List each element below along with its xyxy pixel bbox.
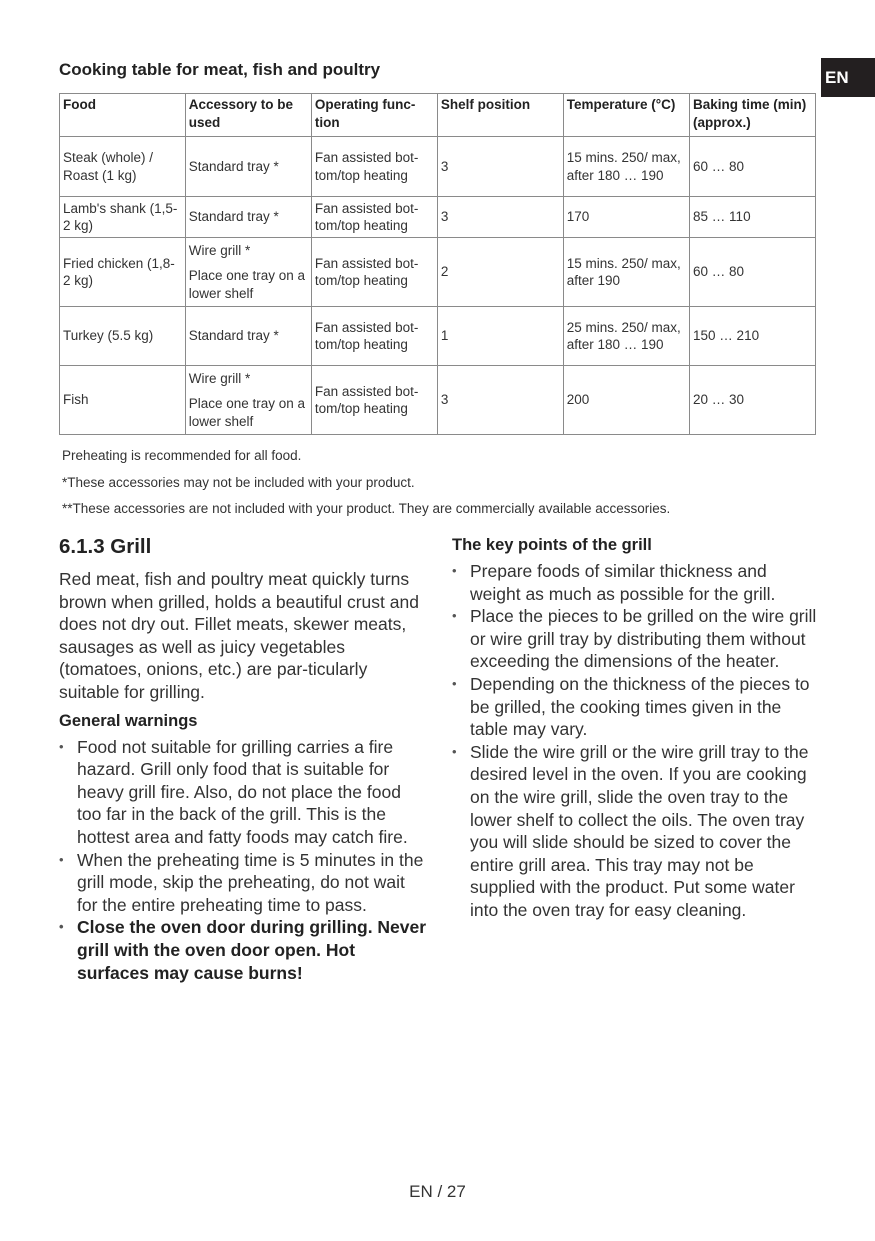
- cell-time: 150 … 210: [690, 307, 816, 366]
- table-title: Cooking table for meat, fish and poultry: [59, 60, 381, 79]
- page-number: EN / 27: [409, 1182, 466, 1201]
- cell-shelf: 2: [437, 238, 563, 307]
- accessory-line: Place one tray on a lower shelf: [188, 268, 306, 301]
- cell-temperature: 200: [563, 366, 689, 435]
- header-temperature: Temperature (°C): [563, 94, 689, 137]
- list-item: • When the preheating time is 5 minutes in the grill mode, skip the preheating, do not wait for the entire preheating time to pass.: [59, 849, 429, 917]
- header-baking-time: Baking time (min) (approx.): [690, 94, 816, 137]
- table-row: [60, 137, 816, 197]
- cell-time: 60 … 80: [690, 137, 816, 197]
- table-row: [60, 238, 816, 307]
- cell-function: Fan assisted bot-tom/top heating: [311, 137, 437, 197]
- warnings-list: [59, 736, 429, 985]
- cell-accessory: [185, 197, 311, 238]
- cell-function: Fan assisted bot-tom/top heating: [311, 366, 437, 435]
- list-item: • Prepare foods of similar thickness and weight as much as possible for the grill.: [452, 560, 822, 605]
- accessory-line: Wire grill *: [188, 370, 251, 386]
- cell-shelf: 3: [437, 137, 563, 197]
- accessory-line: Place one tray on a lower shelf: [188, 396, 306, 429]
- header-operating-function: Operating func-tion: [311, 94, 437, 137]
- table-row: [60, 307, 816, 366]
- cell-time: 85 … 110: [690, 197, 816, 238]
- section-heading: 6.1.3 Grill: [59, 535, 152, 558]
- table-header-row: [60, 94, 816, 137]
- cell-temperature: 170: [563, 197, 689, 238]
- cell-food: Steak (whole) / Roast (1 kg): [60, 137, 186, 197]
- header-shelf-position: Shelf position: [437, 94, 563, 137]
- list-item: • Depending on the thickness of the pieces to be grilled, the cooking times given in the table may vary.: [452, 673, 822, 741]
- table-row: [60, 366, 816, 435]
- cooking-table: [59, 93, 816, 435]
- cell-function: Fan assisted bot-tom/top heating: [311, 197, 437, 238]
- note-accessories-not-included: **These accessories are not included with your product. They are commercially available accessories.: [62, 501, 671, 516]
- accessory-line: Standard tray *: [188, 158, 279, 174]
- cell-shelf: 1: [437, 307, 563, 366]
- cell-accessory: [185, 307, 311, 366]
- cell-accessory: [185, 137, 311, 197]
- cell-food: Fish: [60, 366, 186, 435]
- table-row: [60, 197, 816, 238]
- language-tab: EN: [821, 58, 875, 97]
- table-notes: [62, 448, 670, 528]
- cell-function: Fan assisted bot-tom/top heating: [311, 238, 437, 307]
- cell-food: Turkey (5.5 kg): [60, 307, 186, 366]
- accessory-line: Standard tray *: [188, 209, 279, 225]
- warnings-heading: General warnings: [59, 711, 198, 730]
- cell-time: 60 … 80: [690, 238, 816, 307]
- cell-accessory: [185, 366, 311, 435]
- cell-time: 20 … 30: [690, 366, 816, 435]
- cell-shelf: 3: [437, 197, 563, 238]
- cell-temperature: 15 mins. 250/ max, after 180 … 190: [563, 137, 689, 197]
- accessory-line: Wire grill *: [188, 242, 251, 258]
- grill-section: [59, 534, 429, 984]
- list-item: • Place the pieces to be grilled on the wire grill or wire grill tray by distributing them without exceeding the dimensions of the heater.: [452, 605, 822, 673]
- list-item: • Slide the wire grill or the wire grill tray to the desired level in the oven. If you are cooking on the wire grill, slide the oven tray to the lower shelf to collect the oils. The oven tray you will slide should be sized to cover the entire grill area. This tray may not be supplied with the product. Put some water into the oven tray for easy cleaning.: [452, 741, 822, 922]
- key-points-heading: The key points of the grill: [452, 536, 652, 554]
- cell-temperature: 15 mins. 250/ max, after 190: [563, 238, 689, 307]
- note-accessories-maybe: *These accessories may not be included with your product.: [62, 474, 415, 490]
- list-item: • Food not suitable for grilling carries a fire hazard. Grill only food that is suitable for heavy grill fire. Also, do not place the food too far in the back of the grill. This is the hottest area and fatty foods may catch fire.: [59, 736, 429, 849]
- cell-accessory: [185, 238, 311, 307]
- note-preheating: Preheating is recommended for all food.: [62, 448, 302, 463]
- header-food: Food: [60, 94, 186, 137]
- grill-intro: Red meat, fish and poultry meat quickly turns brown when grilled, holds a beautiful crust and does not dry out. Fillet meats, skewer meats, sausages as well as juicy vegetables (tomatoes, onions, etc.) are par-ticularly suitable for grilling.: [59, 569, 419, 702]
- cell-food: Lamb's shank (1,5-2 kg): [60, 197, 186, 238]
- cell-shelf: 3: [437, 366, 563, 435]
- cell-food: Fried chicken (1,8-2 kg): [60, 238, 186, 307]
- key-points-list: [452, 560, 822, 922]
- list-item: • Close the oven door during grilling. Never grill with the oven door open. Hot surfaces may cause burns!: [59, 916, 429, 984]
- cell-function: Fan assisted bot-tom/top heating: [311, 307, 437, 366]
- header-accessory: Accessory to be used: [185, 94, 311, 137]
- cell-temperature: 25 mins. 250/ max, after 180 … 190: [563, 307, 689, 366]
- accessory-line: Standard tray *: [188, 328, 279, 344]
- key-points-section: [452, 534, 822, 922]
